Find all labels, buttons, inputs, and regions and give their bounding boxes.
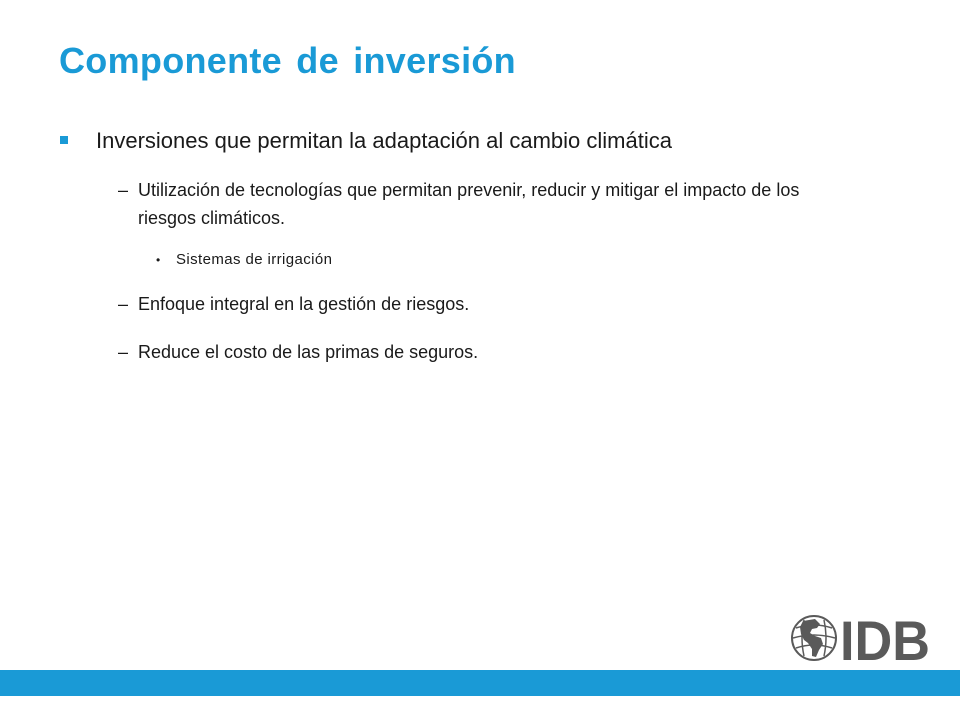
logo-text: IDB (840, 612, 930, 664)
subbullet-text: Enfoque integral en la gestión de riesgos. (138, 294, 470, 314)
dash-marker: – (118, 294, 129, 314)
subbullet-text: Reduce el costo de las primas de seguros. (138, 342, 479, 362)
bullet-text: Inversiones que permitan la adaptación al cambio climática (96, 128, 672, 153)
square-bullet-icon (60, 136, 68, 144)
subbullet-text: Utilización de tecnologías que permitan prevenir, reducir y mitigar el impacto de los riesgos climáticos. (138, 180, 800, 228)
dot-marker: • (156, 253, 161, 267)
slide-title: Componente de inversión (59, 40, 516, 81)
dash-marker: – (118, 342, 129, 362)
footer-bar (0, 670, 960, 696)
dash-marker: – (118, 180, 129, 200)
third-level-text: Sistemas de irrigación (176, 251, 333, 268)
logo-wordmark (840, 612, 932, 664)
